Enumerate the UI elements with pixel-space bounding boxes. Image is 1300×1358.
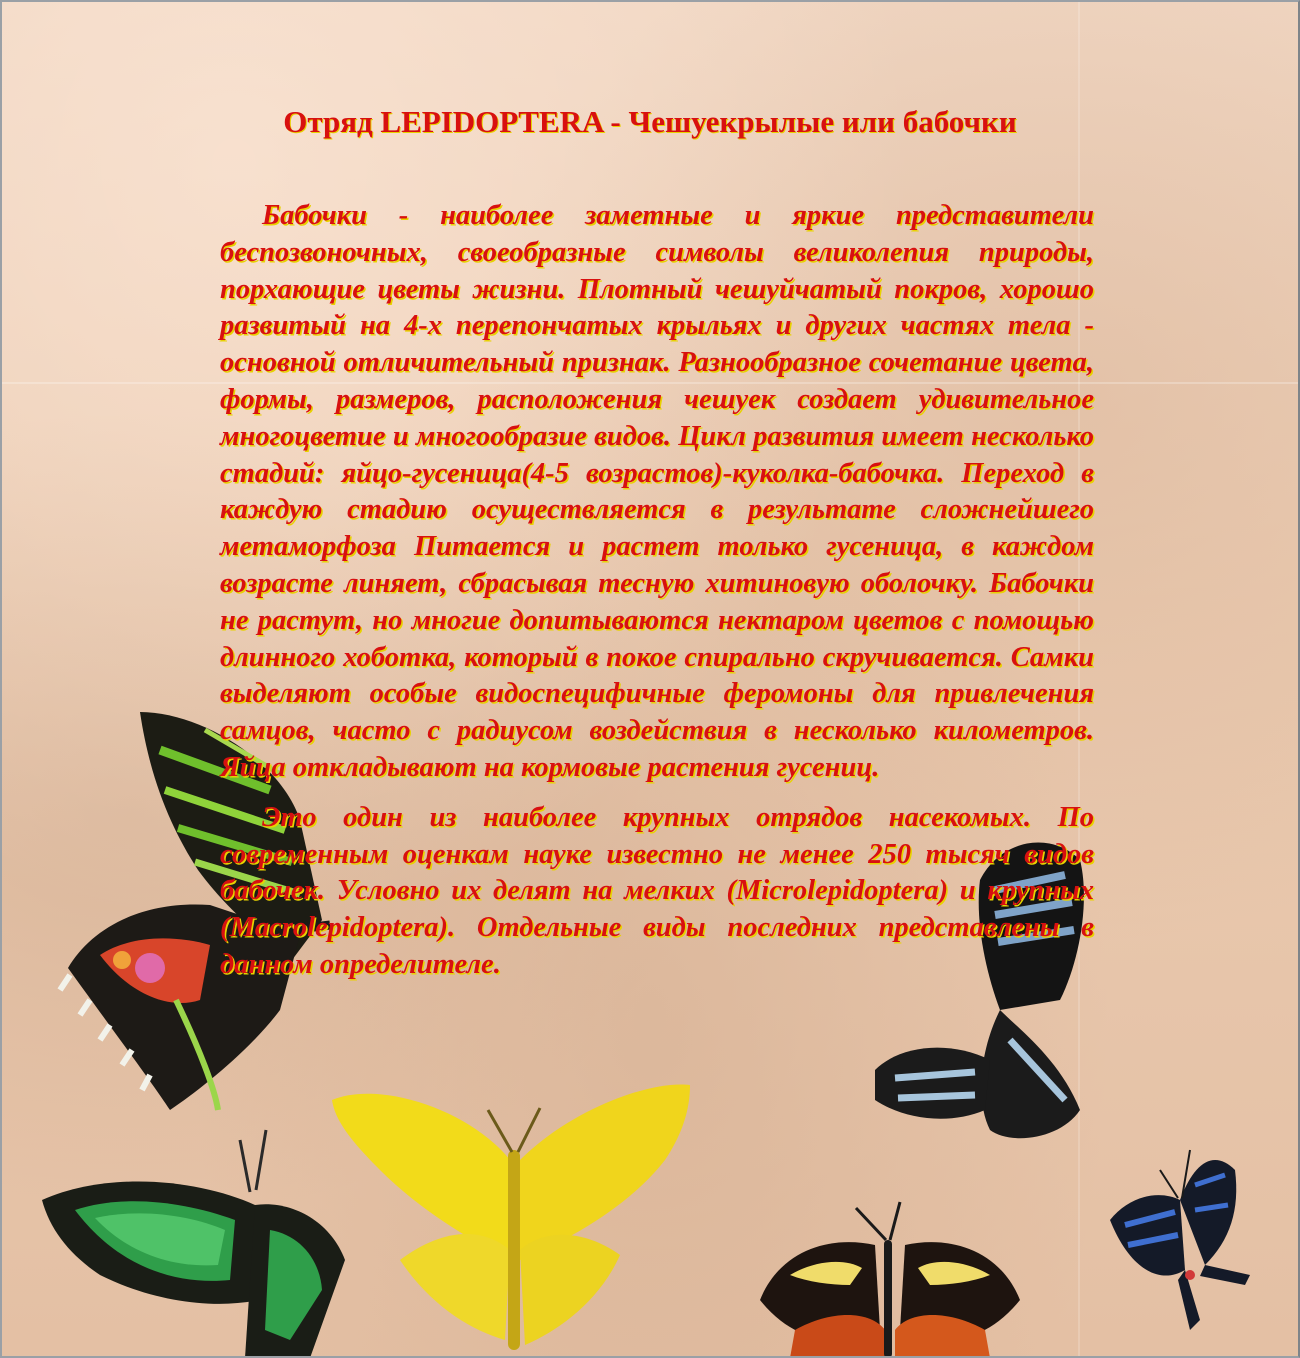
butterfly-green-swallowtail-icon	[42, 1130, 345, 1358]
paragraph: Это один из наиболее крупных отрядов насекомых. По современным оценкам науке известно не менее 250 тысяч видов бабочек. Условно их делят на мелких (Microlepidoptera) и крупных (Macrolepidoptera). Отдельные виды последних представлены в данном определителе.	[220, 801, 1094, 980]
body-text	[220, 198, 1094, 984]
page-title: Отряд LEPIDOPTERA - Чешуекрылые или бабочки	[283, 104, 1017, 139]
butterfly-blue-swallowtail-icon	[1110, 1150, 1250, 1330]
butterfly-orange-heliconius-icon	[760, 1202, 1020, 1358]
paragraph: Бабочки - наиболее заметные и яркие представители беспозвоночных, своеобразные символы великолепия природы, порхающие цветы жизни. Плотный чешуйчатый покров, хорошо развитый на 4-х перепончатых крыльях и других частях тела - основной отличительный признак. Разнообразное сочетание цвета, формы, размеров, расположения чешуек создает удивительное многоцветие и многообразие видов. Цикл развития имеет несколько стадий: яйцо-гусеница(4-5 возрастов)-куколка-бабочка. Переход в каждую стадию осуществляется в результате сложнейшего метаморфоза Питается и растет только гусеница, в каждом возрасте линяет, сбрасывая тесную хитиновую оболочку. Бабочки не растут, но многие допитываются нектаром цветов с помощью длинного хоботка, который в покое спирально скручивается. Самки выделяют особые видоспецифичные феромоны для привлечения самцов, часто с радиусом воздействия в несколько километров. Яйца откладывают на кормовые растения гусениц.	[220, 200, 1094, 783]
butterfly-yellow-brimstone-icon	[332, 1084, 690, 1350]
